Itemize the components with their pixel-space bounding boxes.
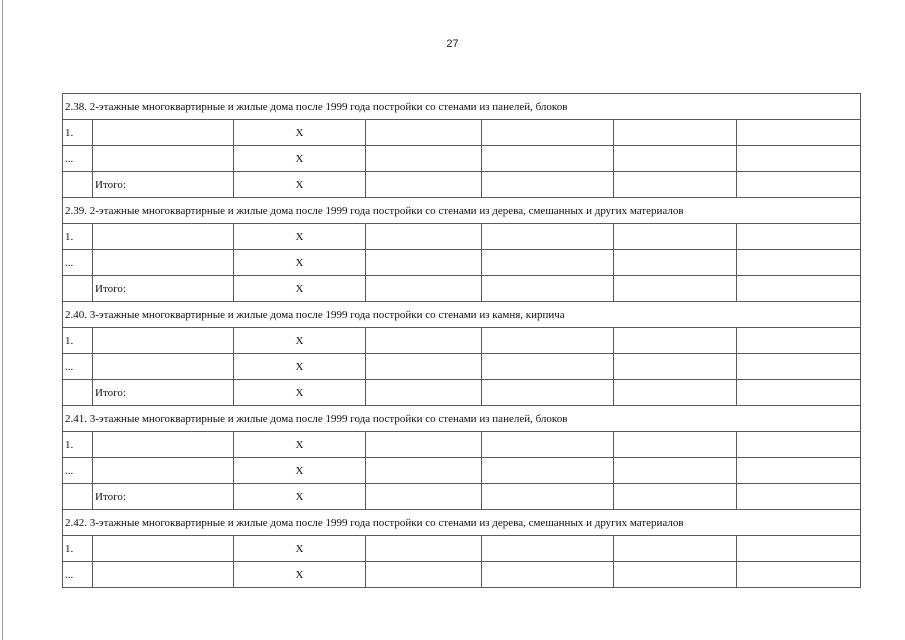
empty-cell bbox=[366, 354, 482, 380]
x-mark-cell: X bbox=[234, 484, 366, 510]
x-mark-cell: X bbox=[234, 380, 366, 406]
empty-cell bbox=[366, 432, 482, 458]
section-title: 2.41. 3-этажные многоквартирные и жилые дома после 1999 года постройки со стенами из панелей, блоков bbox=[63, 406, 861, 432]
row-number-cell: ... bbox=[63, 250, 93, 276]
empty-cell bbox=[737, 354, 861, 380]
page-number: 27 bbox=[446, 38, 459, 50]
empty-cell bbox=[366, 250, 482, 276]
empty-cell bbox=[614, 536, 737, 562]
empty-cell bbox=[614, 250, 737, 276]
empty-cell bbox=[614, 224, 737, 250]
empty-cell bbox=[482, 120, 614, 146]
x-mark-cell: X bbox=[234, 458, 366, 484]
x-mark-cell: X bbox=[234, 224, 366, 250]
empty-cell bbox=[614, 120, 737, 146]
empty-cell bbox=[366, 120, 482, 146]
table-row bbox=[63, 120, 861, 146]
row-label-cell: Итого: bbox=[93, 484, 234, 510]
row-label-cell bbox=[93, 146, 234, 172]
row-number-cell bbox=[63, 484, 93, 510]
row-label-cell bbox=[93, 250, 234, 276]
row-label-cell bbox=[93, 328, 234, 354]
empty-cell bbox=[366, 224, 482, 250]
x-mark-cell: X bbox=[234, 354, 366, 380]
table-row bbox=[63, 276, 861, 302]
row-number-cell: 1. bbox=[63, 328, 93, 354]
row-label-cell bbox=[93, 120, 234, 146]
x-mark-cell: X bbox=[234, 562, 366, 588]
empty-cell bbox=[366, 276, 482, 302]
section-heading-row bbox=[63, 198, 861, 224]
empty-cell bbox=[482, 146, 614, 172]
empty-cell bbox=[366, 536, 482, 562]
empty-cell bbox=[482, 172, 614, 198]
section-title: 2.39. 2-этажные многоквартирные и жилые дома после 1999 года постройки со стенами из дерева, смешанных и других материалов bbox=[63, 198, 861, 224]
empty-cell bbox=[482, 432, 614, 458]
row-number-cell: ... bbox=[63, 146, 93, 172]
empty-cell bbox=[366, 458, 482, 484]
empty-cell bbox=[737, 328, 861, 354]
empty-cell bbox=[366, 146, 482, 172]
row-number-cell bbox=[63, 172, 93, 198]
empty-cell bbox=[482, 458, 614, 484]
table-body bbox=[63, 94, 861, 588]
x-mark-cell: X bbox=[234, 276, 366, 302]
section-heading-row bbox=[63, 406, 861, 432]
empty-cell bbox=[366, 172, 482, 198]
empty-cell bbox=[737, 562, 861, 588]
row-number-cell: ... bbox=[63, 562, 93, 588]
row-number-cell bbox=[63, 380, 93, 406]
empty-cell bbox=[614, 562, 737, 588]
empty-cell bbox=[737, 120, 861, 146]
table-row bbox=[63, 146, 861, 172]
row-label-cell bbox=[93, 432, 234, 458]
housing-table bbox=[62, 93, 861, 588]
section-title: 2.40. 3-этажные многоквартирные и жилые дома после 1999 года постройки со стенами из камня, кирпича bbox=[63, 302, 861, 328]
empty-cell bbox=[737, 250, 861, 276]
row-number-cell bbox=[63, 276, 93, 302]
empty-cell bbox=[614, 328, 737, 354]
table-row bbox=[63, 328, 861, 354]
x-mark-cell: X bbox=[234, 146, 366, 172]
empty-cell bbox=[482, 250, 614, 276]
x-mark-cell: X bbox=[234, 328, 366, 354]
table-row bbox=[63, 172, 861, 198]
empty-cell bbox=[737, 432, 861, 458]
empty-cell bbox=[737, 380, 861, 406]
empty-cell bbox=[482, 380, 614, 406]
page-left-edge bbox=[2, 0, 3, 640]
empty-cell bbox=[737, 458, 861, 484]
empty-cell bbox=[482, 276, 614, 302]
empty-cell bbox=[737, 224, 861, 250]
section-title: 2.38. 2-этажные многоквартирные и жилые дома после 1999 года постройки со стенами из панелей, блоков bbox=[63, 94, 861, 120]
empty-cell bbox=[366, 380, 482, 406]
row-label-cell: Итого: bbox=[93, 276, 234, 302]
empty-cell bbox=[614, 276, 737, 302]
table-row bbox=[63, 458, 861, 484]
table-row bbox=[63, 380, 861, 406]
empty-cell bbox=[737, 484, 861, 510]
section-heading-row bbox=[63, 302, 861, 328]
empty-cell bbox=[366, 484, 482, 510]
empty-cell bbox=[614, 354, 737, 380]
empty-cell bbox=[482, 354, 614, 380]
row-number-cell: 1. bbox=[63, 224, 93, 250]
empty-cell bbox=[614, 458, 737, 484]
empty-cell bbox=[482, 562, 614, 588]
row-number-cell: ... bbox=[63, 458, 93, 484]
x-mark-cell: X bbox=[234, 172, 366, 198]
section-heading-row bbox=[63, 510, 861, 536]
empty-cell bbox=[614, 432, 737, 458]
table-row bbox=[63, 250, 861, 276]
table-row bbox=[63, 432, 861, 458]
section-heading-row bbox=[63, 94, 861, 120]
table-row bbox=[63, 562, 861, 588]
empty-cell bbox=[737, 276, 861, 302]
empty-cell bbox=[614, 146, 737, 172]
row-label-cell bbox=[93, 458, 234, 484]
row-label-cell bbox=[93, 562, 234, 588]
table-row bbox=[63, 536, 861, 562]
empty-cell bbox=[482, 484, 614, 510]
table-row bbox=[63, 484, 861, 510]
empty-cell bbox=[614, 484, 737, 510]
row-label-cell: Итого: bbox=[93, 380, 234, 406]
row-label-cell bbox=[93, 354, 234, 380]
row-number-cell: 1. bbox=[63, 432, 93, 458]
row-label-cell bbox=[93, 224, 234, 250]
x-mark-cell: X bbox=[234, 120, 366, 146]
empty-cell bbox=[366, 562, 482, 588]
x-mark-cell: X bbox=[234, 536, 366, 562]
row-label-cell: Итого: bbox=[93, 172, 234, 198]
empty-cell bbox=[737, 146, 861, 172]
empty-cell bbox=[737, 536, 861, 562]
section-title: 2.42. 3-этажные многоквартирные и жилые дома после 1999 года постройки со стенами из дерева, смешанных и других материалов bbox=[63, 510, 861, 536]
x-mark-cell: X bbox=[234, 432, 366, 458]
table-row bbox=[63, 224, 861, 250]
x-mark-cell: X bbox=[234, 250, 366, 276]
table-row bbox=[63, 354, 861, 380]
empty-cell bbox=[482, 536, 614, 562]
row-number-cell: ... bbox=[63, 354, 93, 380]
empty-cell bbox=[366, 328, 482, 354]
empty-cell bbox=[737, 172, 861, 198]
empty-cell bbox=[614, 172, 737, 198]
row-label-cell bbox=[93, 536, 234, 562]
row-number-cell: 1. bbox=[63, 120, 93, 146]
empty-cell bbox=[614, 380, 737, 406]
empty-cell bbox=[482, 224, 614, 250]
empty-cell bbox=[482, 328, 614, 354]
row-number-cell: 1. bbox=[63, 536, 93, 562]
